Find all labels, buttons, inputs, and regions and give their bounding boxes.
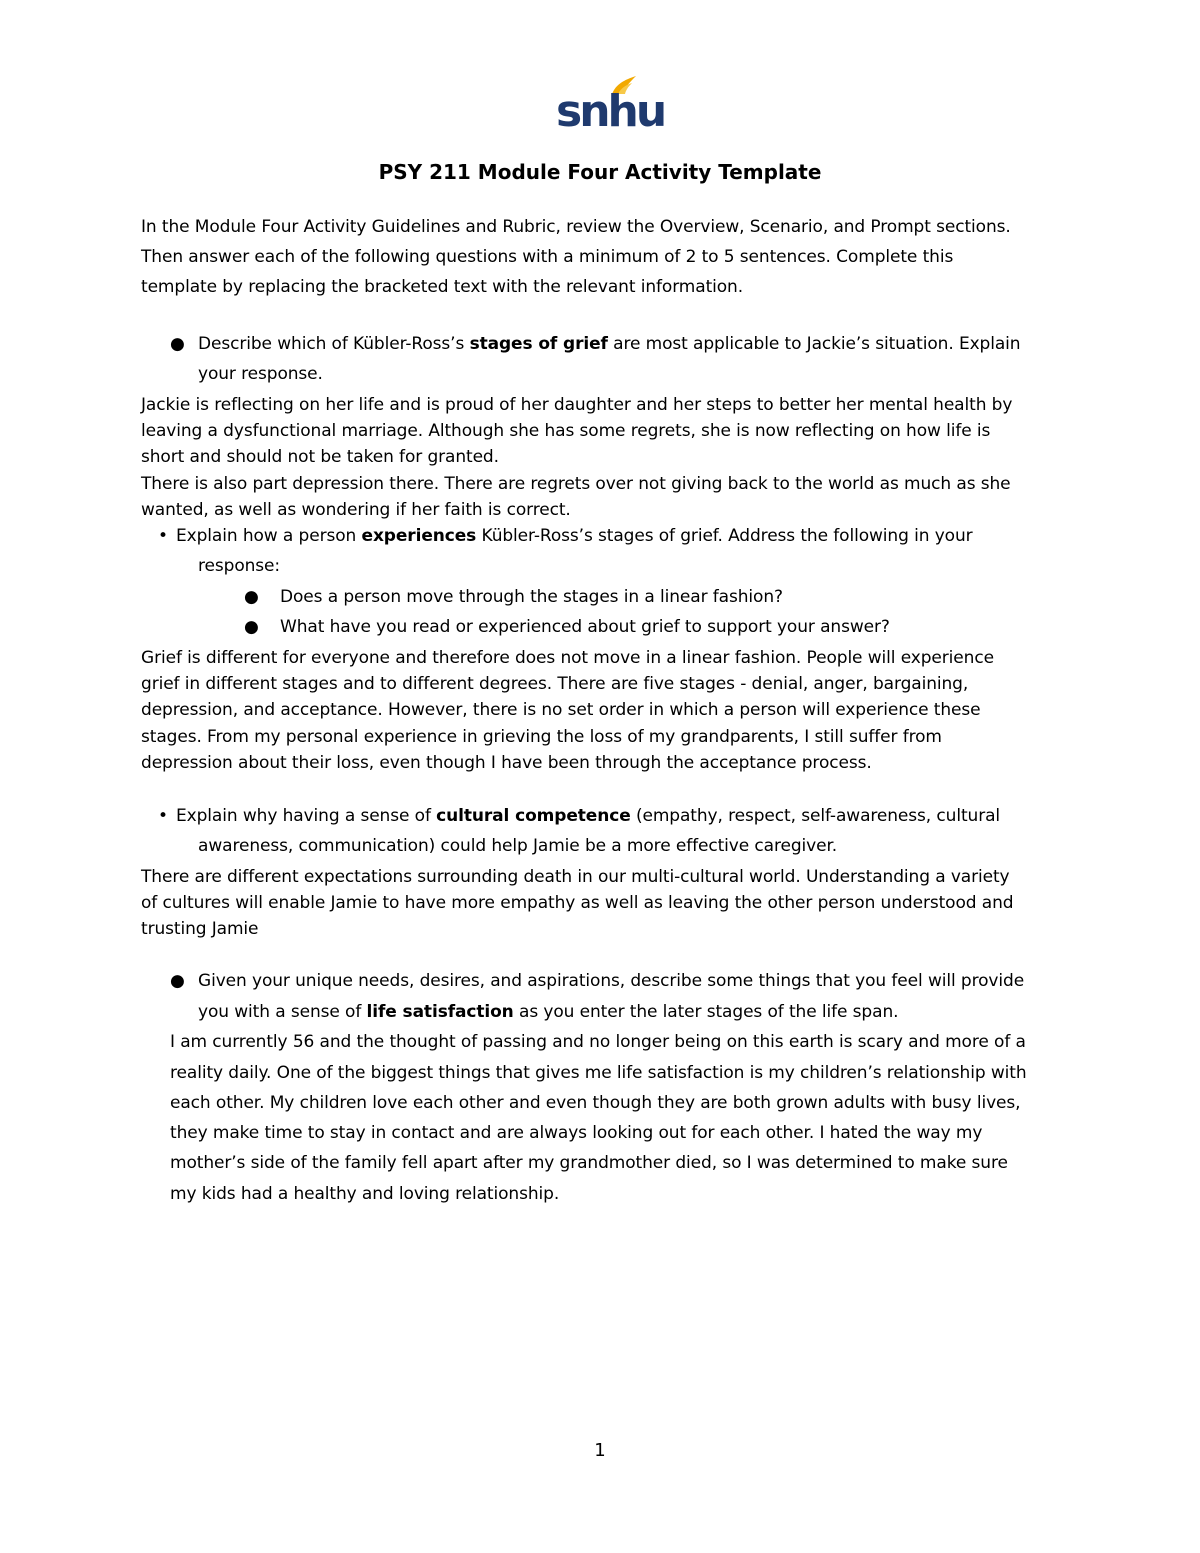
question-2-pre: Explain how a person	[176, 526, 362, 546]
answer-1-line-3: short and should not be taken for granted.	[141, 447, 499, 467]
question-4-line-2	[198, 1002, 898, 1022]
question-4-keyword: life satisfaction	[366, 1002, 514, 1022]
answer-3-line-3: trusting Jamie	[141, 919, 259, 939]
question-2-sub-1: Does a person move through the stages in a linear fashion?	[280, 587, 783, 607]
answer-4-line-3: each other. My children love each other and even though they are both grown adults with busy lives,	[170, 1093, 1021, 1113]
snhu-logo	[556, 74, 665, 137]
document-title: PSY 211 Module Four Activity Template	[378, 160, 822, 184]
question-3-line-2: awareness, communication) could help Jamie be a more effective caregiver.	[198, 836, 838, 856]
logo-wordmark: snhu	[556, 86, 665, 137]
bullet-icon: ●	[170, 971, 185, 991]
page-number: 1	[594, 1440, 606, 1461]
bullet-icon: ●	[244, 617, 259, 637]
question-1-line-2: your response.	[198, 364, 323, 384]
question-1	[198, 334, 1020, 354]
question-4-line-1: Given your unique needs, desires, and aspirations, describe some things that you feel will provide	[198, 971, 1025, 991]
question-3-post: (empathy, respect, self-awareness, cultural	[630, 806, 1001, 826]
question-4-pre: you with a sense of	[198, 1002, 367, 1022]
answer-2-line-5: depression about their loss, even though I have been through the acceptance process.	[141, 753, 872, 773]
question-1-pre: Describe which of Kübler-Ross’s	[198, 334, 470, 354]
answer-2-line-1: Grief is different for everyone and therefore does not move in a linear fashion. People will experience	[141, 648, 994, 668]
answer-3-line-2: of cultures will enable Jamie to have more empathy as well as leaving the other person understood and	[141, 893, 1014, 913]
answer-4-line-6: my kids had a healthy and loving relationship.	[170, 1184, 560, 1204]
answer-3-line-1: There are different expectations surrounding death in our multi-cultural world. Understanding a variety	[141, 867, 1010, 887]
answer-1-line-1: Jackie is reflecting on her life and is proud of her daughter and her steps to better her mental health by	[141, 395, 1013, 415]
question-3	[176, 806, 1000, 826]
question-2-keyword: experiences	[361, 526, 477, 546]
answer-4-line-2: reality daily. One of the biggest things that gives me life satisfaction is my children’s relationship with	[170, 1063, 1027, 1083]
question-3-pre: Explain why having a sense of	[176, 806, 437, 826]
answer-1-line-5: wanted, as well as wondering if her faith is correct.	[141, 500, 571, 520]
question-3-keyword: cultural competence	[436, 806, 631, 826]
bullet-icon: ●	[170, 334, 185, 354]
answer-1-line-4: There is also part depression there. There are regrets over not giving back to the world as much as she	[141, 474, 1011, 494]
answer-4-line-1: I am currently 56 and the thought of passing and no longer being on this earth is scary and more of a	[170, 1032, 1026, 1052]
answer-2-line-4: stages. From my personal experience in grieving the loss of my grandparents, I still suffer from	[141, 727, 942, 747]
answer-4-line-5: mother’s side of the family fell apart after my grandmother died, so I was determined to make sure	[170, 1153, 1008, 1173]
bullet-icon: ●	[244, 587, 259, 607]
question-2-line-2: response:	[198, 556, 281, 576]
bullet-icon: •	[158, 806, 169, 826]
question-4-post: as you enter the later stages of the life span.	[513, 1002, 899, 1022]
question-2-sub-2: What have you read or experienced about grief to support your answer?	[280, 617, 890, 637]
answer-2-line-2: grief in different stages and to different degrees. There are five stages - denial, anger, bargaining,	[141, 674, 969, 694]
answer-1-line-2: leaving a dysfunctional marriage. Although she has some regrets, she is now reflecting on how life is	[141, 421, 991, 441]
intro-line-1: In the Module Four Activity Guidelines and Rubric, review the Overview, Scenario, and Prompt sections.	[141, 217, 1011, 237]
answer-4-line-4: they make time to stay in contact and are always looking out for each other. I hated the way my	[170, 1123, 983, 1143]
bullet-icon: •	[158, 526, 169, 546]
question-2-post: Kübler-Ross’s stages of grief. Address the following in your	[476, 526, 973, 546]
intro-line-2: Then answer each of the following questions with a minimum of 2 to 5 sentences. Complete this	[141, 247, 954, 267]
answer-2-line-3: depression, and acceptance. However, there is no set order in which a person will experience these	[141, 700, 981, 720]
intro-line-3: template by replacing the bracketed text with the relevant information.	[141, 277, 744, 297]
question-1-post: are most applicable to Jackie’s situation. Explain	[607, 334, 1021, 354]
question-1-keyword: stages of grief	[469, 334, 608, 354]
question-2	[176, 526, 973, 546]
